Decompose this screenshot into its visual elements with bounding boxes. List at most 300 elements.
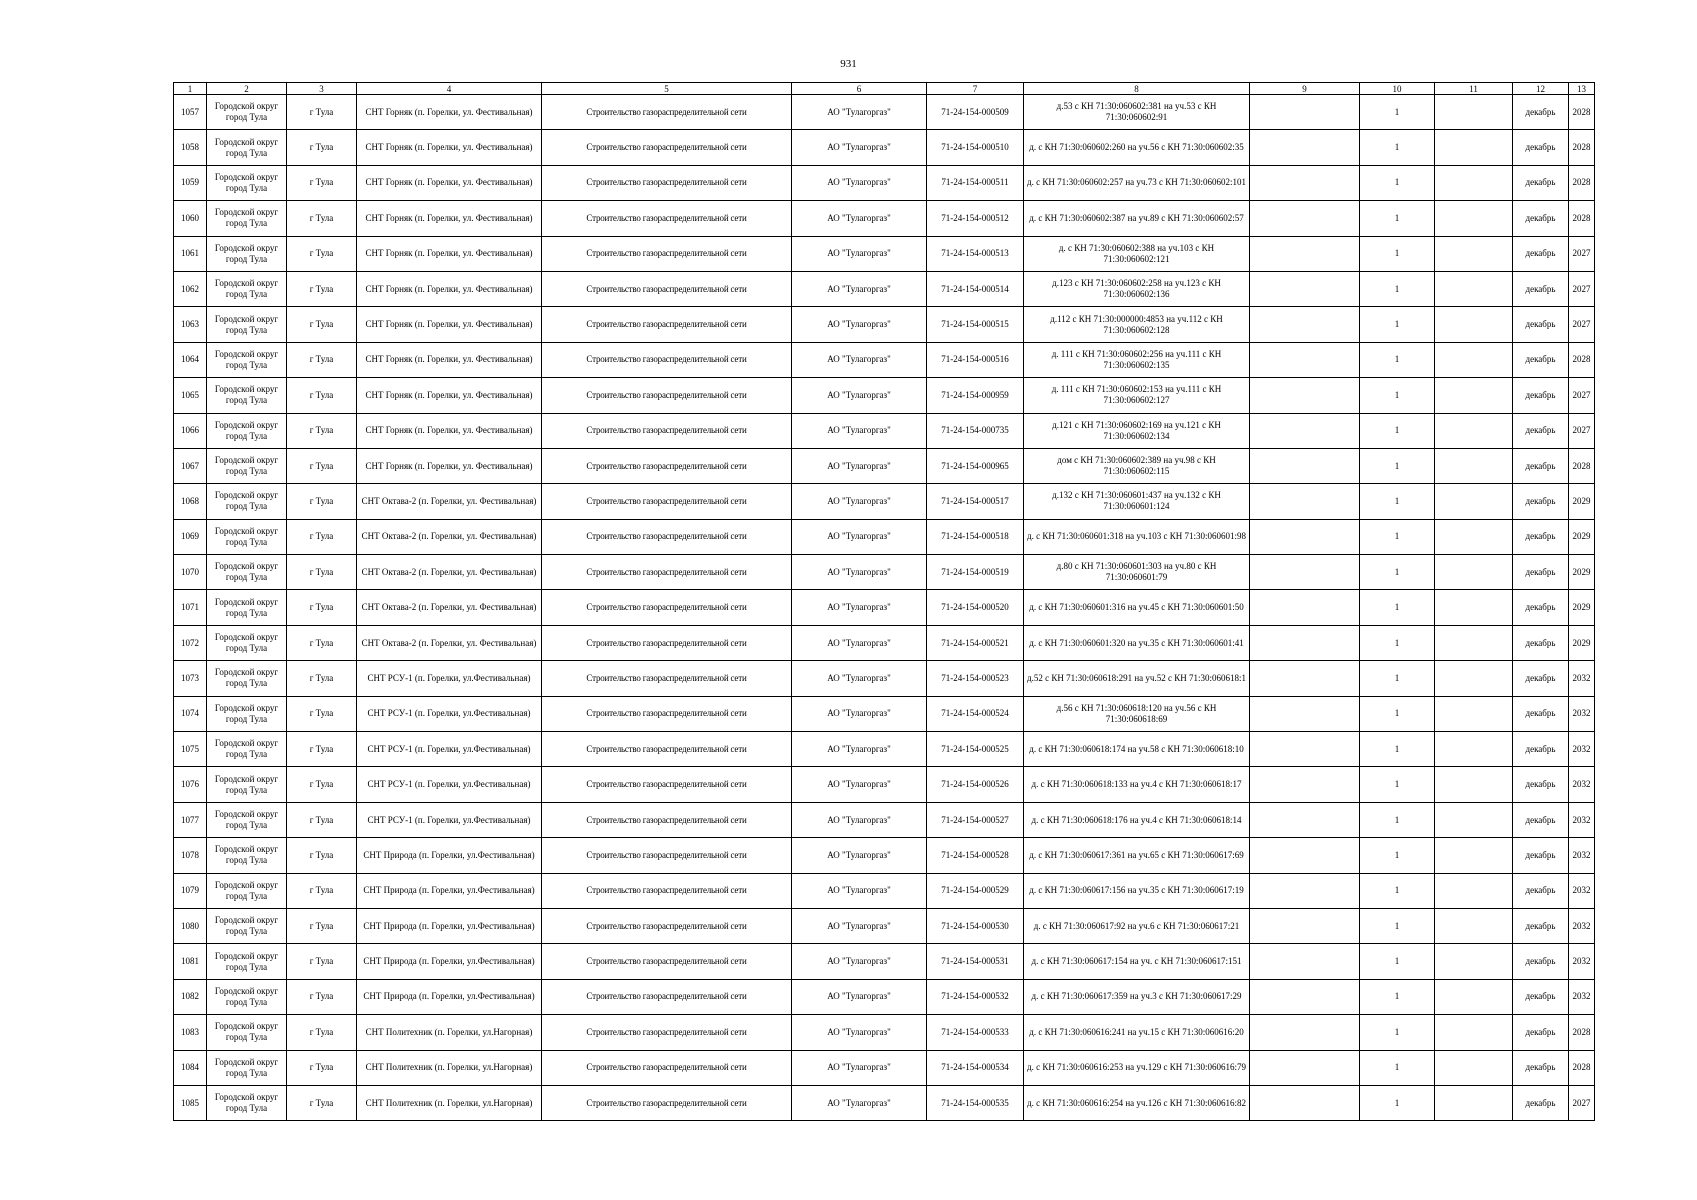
district-cell: Городской округ город Тула bbox=[207, 802, 287, 837]
month-cell: декабрь bbox=[1513, 908, 1569, 943]
column-11-cell bbox=[1435, 413, 1513, 448]
city-cell: г Тула bbox=[287, 165, 357, 200]
table-row bbox=[174, 732, 1595, 767]
object-code-cell: 71-24-154-000535 bbox=[927, 1085, 1024, 1120]
quantity-cell: 1 bbox=[1360, 908, 1435, 943]
object-code-cell: 71-24-154-000531 bbox=[927, 944, 1024, 979]
snt-cell: СНТ Природа (п. Горелки, ул.Фестивальная) bbox=[357, 944, 542, 979]
month-cell: декабрь bbox=[1513, 661, 1569, 696]
month-cell: декабрь bbox=[1513, 342, 1569, 377]
column-9-cell bbox=[1250, 979, 1360, 1014]
column-11-cell bbox=[1435, 1015, 1513, 1050]
snt-cell: СНТ Горняк (п. Горелки, ул. Фестивальная) bbox=[357, 201, 542, 236]
object-code-cell: 71-24-154-000511 bbox=[927, 165, 1024, 200]
table-row bbox=[174, 590, 1595, 625]
address-cell: дом с КН 71:30:060602:389 на уч.98 с КН 71:30:060602:115 bbox=[1024, 448, 1250, 483]
work-type-cell: Строительство газораспределительной сети bbox=[542, 236, 792, 271]
table-row bbox=[174, 767, 1595, 802]
object-code-cell: 71-24-154-000534 bbox=[927, 1050, 1024, 1085]
city-cell: г Тула bbox=[287, 732, 357, 767]
city-cell: г Тула bbox=[287, 1085, 357, 1120]
object-code-cell: 71-24-154-000517 bbox=[927, 484, 1024, 519]
address-cell: д. с КН 71:30:060617:359 на уч.3 с КН 71:30:060617:29 bbox=[1024, 979, 1250, 1014]
district-cell: Городской округ город Тула bbox=[207, 944, 287, 979]
city-cell: г Тула bbox=[287, 908, 357, 943]
organization-cell: АО "Тулагоргаз" bbox=[792, 732, 927, 767]
quantity-cell: 1 bbox=[1360, 236, 1435, 271]
page-number: 931 bbox=[840, 58, 857, 70]
quantity-cell: 1 bbox=[1360, 413, 1435, 448]
quantity-cell: 1 bbox=[1360, 696, 1435, 731]
work-type-cell: Строительство газораспределительной сети bbox=[542, 342, 792, 377]
work-type-cell: Строительство газораспределительной сети bbox=[542, 590, 792, 625]
year-cell: 2028 bbox=[1569, 201, 1595, 236]
row-number: 1081 bbox=[174, 944, 207, 979]
organization-cell: АО "Тулагоргаз" bbox=[792, 696, 927, 731]
month-cell: декабрь bbox=[1513, 590, 1569, 625]
column-11-cell bbox=[1435, 236, 1513, 271]
quantity-cell: 1 bbox=[1360, 555, 1435, 590]
column-9-cell bbox=[1250, 590, 1360, 625]
object-code-cell: 71-24-154-000527 bbox=[927, 802, 1024, 837]
year-cell: 2027 bbox=[1569, 236, 1595, 271]
address-cell: д.53 с КН 71:30:060602:381 на уч.53 с КН 71:30:060602:91 bbox=[1024, 95, 1250, 130]
object-code-cell: 71-24-154-000512 bbox=[927, 201, 1024, 236]
city-cell: г Тула bbox=[287, 661, 357, 696]
work-type-cell: Строительство газораспределительной сети bbox=[542, 1015, 792, 1050]
year-cell: 2029 bbox=[1569, 519, 1595, 554]
address-cell: д.123 с КН 71:30:060602:258 на уч.123 с КН 71:30:060602:136 bbox=[1024, 271, 1250, 306]
row-number: 1064 bbox=[174, 342, 207, 377]
column-11-cell bbox=[1435, 979, 1513, 1014]
snt-cell: СНТ Природа (п. Горелки, ул.Фестивальная) bbox=[357, 908, 542, 943]
quantity-cell: 1 bbox=[1360, 307, 1435, 342]
district-cell: Городской округ город Тула bbox=[207, 1050, 287, 1085]
column-header-11: 11 bbox=[1435, 83, 1513, 95]
snt-cell: СНТ Горняк (п. Горелки, ул. Фестивальная) bbox=[357, 165, 542, 200]
quantity-cell: 1 bbox=[1360, 448, 1435, 483]
row-number: 1077 bbox=[174, 802, 207, 837]
organization-cell: АО "Тулагоргаз" bbox=[792, 767, 927, 802]
city-cell: г Тула bbox=[287, 448, 357, 483]
month-cell: декабрь bbox=[1513, 236, 1569, 271]
month-cell: декабрь bbox=[1513, 838, 1569, 873]
row-number: 1059 bbox=[174, 165, 207, 200]
year-cell: 2032 bbox=[1569, 908, 1595, 943]
column-9-cell bbox=[1250, 236, 1360, 271]
address-cell: д. с КН 71:30:060617:92 на уч.6 с КН 71:30:060617:21 bbox=[1024, 908, 1250, 943]
object-code-cell: 71-24-154-000965 bbox=[927, 448, 1024, 483]
row-number: 1057 bbox=[174, 95, 207, 130]
year-cell: 2032 bbox=[1569, 767, 1595, 802]
snt-cell: СНТ РСУ-1 (п. Горелки, ул.Фестивальная) bbox=[357, 802, 542, 837]
table-body bbox=[174, 95, 1595, 1121]
row-number: 1074 bbox=[174, 696, 207, 731]
work-type-cell: Строительство газораспределительной сети bbox=[542, 732, 792, 767]
snt-cell: СНТ Октава-2 (п. Горелки, ул. Фестивальная) bbox=[357, 590, 542, 625]
month-cell: декабрь bbox=[1513, 555, 1569, 590]
month-cell: декабрь bbox=[1513, 413, 1569, 448]
work-type-cell: Строительство газораспределительной сети bbox=[542, 448, 792, 483]
quantity-cell: 1 bbox=[1360, 130, 1435, 165]
snt-cell: СНТ Природа (п. Горелки, ул.Фестивальная) bbox=[357, 838, 542, 873]
address-cell: д. с КН 71:30:060617:156 на уч.35 с КН 71:30:060617:19 bbox=[1024, 873, 1250, 908]
column-9-cell bbox=[1250, 271, 1360, 306]
address-cell: д. 111 с КН 71:30:060602:256 на уч.111 с КН 71:30:060602:135 bbox=[1024, 342, 1250, 377]
city-cell: г Тула bbox=[287, 378, 357, 413]
address-cell: д. с КН 71:30:060602:387 на уч.89 с КН 71:30:060602:57 bbox=[1024, 201, 1250, 236]
address-cell: д. с КН 71:30:060602:260 на уч.56 с КН 71:30:060602:35 bbox=[1024, 130, 1250, 165]
column-header-5: 5 bbox=[542, 83, 792, 95]
table-row bbox=[174, 555, 1595, 590]
district-cell: Городской округ город Тула bbox=[207, 448, 287, 483]
city-cell: г Тула bbox=[287, 271, 357, 306]
address-cell: д. с КН 71:30:060602:388 на уч.103 с КН 71:30:060602:121 bbox=[1024, 236, 1250, 271]
month-cell: декабрь bbox=[1513, 378, 1569, 413]
object-code-cell: 71-24-154-000518 bbox=[927, 519, 1024, 554]
table-row bbox=[174, 625, 1595, 660]
quantity-cell: 1 bbox=[1360, 378, 1435, 413]
city-cell: г Тула bbox=[287, 873, 357, 908]
table-row bbox=[174, 271, 1595, 306]
column-9-cell bbox=[1250, 1050, 1360, 1085]
address-cell: д. с КН 71:30:060618:176 на уч.4 с КН 71:30:060618:14 bbox=[1024, 802, 1250, 837]
organization-cell: АО "Тулагоргаз" bbox=[792, 873, 927, 908]
table-row bbox=[174, 661, 1595, 696]
column-header-12: 12 bbox=[1513, 83, 1569, 95]
address-cell: д. с КН 71:30:060602:257 на уч.73 с КН 71:30:060602:101 bbox=[1024, 165, 1250, 200]
column-11-cell bbox=[1435, 838, 1513, 873]
row-number: 1079 bbox=[174, 873, 207, 908]
column-11-cell bbox=[1435, 130, 1513, 165]
table-row bbox=[174, 696, 1595, 731]
district-cell: Городской округ город Тула bbox=[207, 201, 287, 236]
district-cell: Городской округ город Тула bbox=[207, 236, 287, 271]
district-cell: Городской округ город Тула bbox=[207, 696, 287, 731]
year-cell: 2032 bbox=[1569, 802, 1595, 837]
quantity-cell: 1 bbox=[1360, 767, 1435, 802]
quantity-cell: 1 bbox=[1360, 165, 1435, 200]
year-cell: 2028 bbox=[1569, 1050, 1595, 1085]
address-cell: д. с КН 71:30:060616:253 на уч.129 с КН 71:30:060616:79 bbox=[1024, 1050, 1250, 1085]
column-11-cell bbox=[1435, 271, 1513, 306]
year-cell: 2032 bbox=[1569, 661, 1595, 696]
row-number: 1068 bbox=[174, 484, 207, 519]
district-cell: Городской округ город Тула bbox=[207, 342, 287, 377]
city-cell: г Тула bbox=[287, 590, 357, 625]
object-code-cell: 71-24-154-000523 bbox=[927, 661, 1024, 696]
year-cell: 2028 bbox=[1569, 1015, 1595, 1050]
quantity-cell: 1 bbox=[1360, 661, 1435, 696]
snt-cell: СНТ Горняк (п. Горелки, ул. Фестивальная) bbox=[357, 378, 542, 413]
row-number: 1065 bbox=[174, 378, 207, 413]
column-header-2: 2 bbox=[207, 83, 287, 95]
table-row bbox=[174, 1085, 1595, 1120]
row-number: 1072 bbox=[174, 625, 207, 660]
year-cell: 2032 bbox=[1569, 944, 1595, 979]
object-code-cell: 71-24-154-000959 bbox=[927, 378, 1024, 413]
work-type-cell: Строительство газораспределительной сети bbox=[542, 555, 792, 590]
month-cell: декабрь bbox=[1513, 1085, 1569, 1120]
work-type-cell: Строительство газораспределительной сети bbox=[542, 1050, 792, 1085]
snt-cell: СНТ Горняк (п. Горелки, ул. Фестивальная) bbox=[357, 307, 542, 342]
city-cell: г Тула bbox=[287, 307, 357, 342]
snt-cell: СНТ Горняк (п. Горелки, ул. Фестивальная) bbox=[357, 448, 542, 483]
row-number: 1067 bbox=[174, 448, 207, 483]
organization-cell: АО "Тулагоргаз" bbox=[792, 201, 927, 236]
snt-cell: СНТ Октава-2 (п. Горелки, ул. Фестивальная) bbox=[357, 519, 542, 554]
quantity-cell: 1 bbox=[1360, 342, 1435, 377]
row-number: 1061 bbox=[174, 236, 207, 271]
column-9-cell bbox=[1250, 838, 1360, 873]
month-cell: декабрь bbox=[1513, 165, 1569, 200]
address-cell: д.80 с КН 71:30:060601:303 на уч.80 с КН 71:30:060601:79 bbox=[1024, 555, 1250, 590]
column-header-4: 4 bbox=[357, 83, 542, 95]
snt-cell: СНТ Горняк (п. Горелки, ул. Фестивальная) bbox=[357, 413, 542, 448]
column-9-cell bbox=[1250, 165, 1360, 200]
row-number: 1060 bbox=[174, 201, 207, 236]
quantity-cell: 1 bbox=[1360, 484, 1435, 519]
object-code-cell: 71-24-154-000519 bbox=[927, 555, 1024, 590]
table-row bbox=[174, 236, 1595, 271]
quantity-cell: 1 bbox=[1360, 1085, 1435, 1120]
snt-cell: СНТ РСУ-1 (п. Горелки, ул.Фестивальная) bbox=[357, 767, 542, 802]
quantity-cell: 1 bbox=[1360, 873, 1435, 908]
address-cell: д.52 с КН 71:30:060618:291 на уч.52 с КН 71:30:060618:1 bbox=[1024, 661, 1250, 696]
district-cell: Городской округ город Тула bbox=[207, 767, 287, 802]
district-cell: Городской округ город Тула bbox=[207, 519, 287, 554]
object-code-cell: 71-24-154-000735 bbox=[927, 413, 1024, 448]
organization-cell: АО "Тулагоргаз" bbox=[792, 95, 927, 130]
snt-cell: СНТ РСУ-1 (п. Горелки, ул.Фестивальная) bbox=[357, 661, 542, 696]
address-cell: д. с КН 71:30:060617:154 на уч. с КН 71:30:060617:151 bbox=[1024, 944, 1250, 979]
table-row bbox=[174, 413, 1595, 448]
table-row bbox=[174, 201, 1595, 236]
address-cell: д. с КН 71:30:060601:320 на уч.35 с КН 71:30:060601:41 bbox=[1024, 625, 1250, 660]
month-cell: декабрь bbox=[1513, 271, 1569, 306]
work-type-cell: Строительство газораспределительной сети bbox=[542, 519, 792, 554]
organization-cell: АО "Тулагоргаз" bbox=[792, 378, 927, 413]
address-cell: д.132 с КН 71:30:060601:437 на уч.132 с КН 71:30:060601:124 bbox=[1024, 484, 1250, 519]
object-code-cell: 71-24-154-000515 bbox=[927, 307, 1024, 342]
work-type-cell: Строительство газораспределительной сети bbox=[542, 944, 792, 979]
table-row bbox=[174, 802, 1595, 837]
work-type-cell: Строительство газораспределительной сети bbox=[542, 307, 792, 342]
work-type-cell: Строительство газораспределительной сети bbox=[542, 979, 792, 1014]
city-cell: г Тула bbox=[287, 130, 357, 165]
organization-cell: АО "Тулагоргаз" bbox=[792, 448, 927, 483]
address-cell: д.121 с КН 71:30:060602:169 на уч.121 с КН 71:30:060602:134 bbox=[1024, 413, 1250, 448]
organization-cell: АО "Тулагоргаз" bbox=[792, 519, 927, 554]
snt-cell: СНТ РСУ-1 (п. Горелки, ул.Фестивальная) bbox=[357, 696, 542, 731]
month-cell: декабрь bbox=[1513, 1050, 1569, 1085]
district-cell: Городской округ город Тула bbox=[207, 661, 287, 696]
row-number: 1070 bbox=[174, 555, 207, 590]
snt-cell: СНТ Горняк (п. Горелки, ул. Фестивальная) bbox=[357, 342, 542, 377]
month-cell: декабрь bbox=[1513, 95, 1569, 130]
year-cell: 2028 bbox=[1569, 342, 1595, 377]
organization-cell: АО "Тулагоргаз" bbox=[792, 1015, 927, 1050]
district-cell: Городской округ город Тула bbox=[207, 307, 287, 342]
organization-cell: АО "Тулагоргаз" bbox=[792, 802, 927, 837]
column-header-10: 10 bbox=[1360, 83, 1435, 95]
column-11-cell bbox=[1435, 307, 1513, 342]
column-9-cell bbox=[1250, 767, 1360, 802]
column-9-cell bbox=[1250, 908, 1360, 943]
year-cell: 2029 bbox=[1569, 555, 1595, 590]
table-row bbox=[174, 342, 1595, 377]
column-9-cell bbox=[1250, 484, 1360, 519]
column-9-cell bbox=[1250, 307, 1360, 342]
address-cell: д. с КН 71:30:060618:133 на уч.4 с КН 71:30:060618:17 bbox=[1024, 767, 1250, 802]
year-cell: 2027 bbox=[1569, 1085, 1595, 1120]
city-cell: г Тула bbox=[287, 944, 357, 979]
quantity-cell: 1 bbox=[1360, 519, 1435, 554]
organization-cell: АО "Тулагоргаз" bbox=[792, 944, 927, 979]
snt-cell: СНТ Политехник (п. Горелки, ул.Нагорная) bbox=[357, 1015, 542, 1050]
district-cell: Городской округ город Тула bbox=[207, 484, 287, 519]
row-number: 1066 bbox=[174, 413, 207, 448]
gas-network-table bbox=[173, 82, 1595, 1121]
column-11-cell bbox=[1435, 95, 1513, 130]
work-type-cell: Строительство газораспределительной сети bbox=[542, 1085, 792, 1120]
month-cell: декабрь bbox=[1513, 201, 1569, 236]
column-11-cell bbox=[1435, 625, 1513, 660]
column-11-cell bbox=[1435, 908, 1513, 943]
object-code-cell: 71-24-154-000525 bbox=[927, 732, 1024, 767]
column-9-cell bbox=[1250, 732, 1360, 767]
column-9-cell bbox=[1250, 661, 1360, 696]
quantity-cell: 1 bbox=[1360, 590, 1435, 625]
column-header-8: 8 bbox=[1024, 83, 1250, 95]
column-header-7: 7 bbox=[927, 83, 1024, 95]
column-11-cell bbox=[1435, 802, 1513, 837]
column-9-cell bbox=[1250, 696, 1360, 731]
city-cell: г Тула bbox=[287, 519, 357, 554]
row-number: 1071 bbox=[174, 590, 207, 625]
work-type-cell: Строительство газораспределительной сети bbox=[542, 908, 792, 943]
column-9-cell bbox=[1250, 342, 1360, 377]
address-cell: д. с КН 71:30:060618:174 на уч.58 с КН 71:30:060618:10 bbox=[1024, 732, 1250, 767]
month-cell: декабрь bbox=[1513, 696, 1569, 731]
year-cell: 2028 bbox=[1569, 130, 1595, 165]
snt-cell: СНТ РСУ-1 (п. Горелки, ул.Фестивальная) bbox=[357, 732, 542, 767]
organization-cell: АО "Тулагоргаз" bbox=[792, 555, 927, 590]
table-row bbox=[174, 165, 1595, 200]
organization-cell: АО "Тулагоргаз" bbox=[792, 625, 927, 660]
month-cell: декабрь bbox=[1513, 307, 1569, 342]
district-cell: Городской округ город Тула bbox=[207, 130, 287, 165]
quantity-cell: 1 bbox=[1360, 944, 1435, 979]
year-cell: 2027 bbox=[1569, 378, 1595, 413]
year-cell: 2027 bbox=[1569, 271, 1595, 306]
work-type-cell: Строительство газораспределительной сети bbox=[542, 165, 792, 200]
table-row bbox=[174, 519, 1595, 554]
row-number: 1084 bbox=[174, 1050, 207, 1085]
column-header-3: 3 bbox=[287, 83, 357, 95]
district-cell: Городской округ город Тула bbox=[207, 732, 287, 767]
column-11-cell bbox=[1435, 484, 1513, 519]
city-cell: г Тула bbox=[287, 838, 357, 873]
district-cell: Городской округ город Тула bbox=[207, 1015, 287, 1050]
column-9-cell bbox=[1250, 201, 1360, 236]
column-11-cell bbox=[1435, 448, 1513, 483]
snt-cell: СНТ Горняк (п. Горелки, ул. Фестивальная) bbox=[357, 95, 542, 130]
column-11-cell bbox=[1435, 732, 1513, 767]
year-cell: 2027 bbox=[1569, 307, 1595, 342]
organization-cell: АО "Тулагоргаз" bbox=[792, 908, 927, 943]
object-code-cell: 71-24-154-000532 bbox=[927, 979, 1024, 1014]
column-11-cell bbox=[1435, 1085, 1513, 1120]
city-cell: г Тула bbox=[287, 555, 357, 590]
quantity-cell: 1 bbox=[1360, 1015, 1435, 1050]
table-row bbox=[174, 838, 1595, 873]
table-row bbox=[174, 130, 1595, 165]
year-cell: 2028 bbox=[1569, 165, 1595, 200]
month-cell: декабрь bbox=[1513, 767, 1569, 802]
year-cell: 2028 bbox=[1569, 448, 1595, 483]
city-cell: г Тула bbox=[287, 95, 357, 130]
row-number: 1085 bbox=[174, 1085, 207, 1120]
object-code-cell: 71-24-154-000533 bbox=[927, 1015, 1024, 1050]
work-type-cell: Строительство газораспределительной сети bbox=[542, 802, 792, 837]
city-cell: г Тула bbox=[287, 979, 357, 1014]
header-row bbox=[174, 83, 1595, 95]
district-cell: Городской округ город Тула bbox=[207, 625, 287, 660]
table-row bbox=[174, 944, 1595, 979]
column-9-cell bbox=[1250, 625, 1360, 660]
table-row bbox=[174, 908, 1595, 943]
row-number: 1082 bbox=[174, 979, 207, 1014]
row-number: 1073 bbox=[174, 661, 207, 696]
organization-cell: АО "Тулагоргаз" bbox=[792, 307, 927, 342]
organization-cell: АО "Тулагоргаз" bbox=[792, 236, 927, 271]
month-cell: декабрь bbox=[1513, 944, 1569, 979]
work-type-cell: Строительство газораспределительной сети bbox=[542, 696, 792, 731]
year-cell: 2032 bbox=[1569, 696, 1595, 731]
column-9-cell bbox=[1250, 555, 1360, 590]
year-cell: 2029 bbox=[1569, 625, 1595, 660]
snt-cell: СНТ Политехник (п. Горелки, ул.Нагорная) bbox=[357, 1050, 542, 1085]
work-type-cell: Строительство газораспределительной сети bbox=[542, 378, 792, 413]
column-11-cell bbox=[1435, 201, 1513, 236]
column-11-cell bbox=[1435, 1050, 1513, 1085]
snt-cell: СНТ Природа (п. Горелки, ул.Фестивальная) bbox=[357, 873, 542, 908]
object-code-cell: 71-24-154-000526 bbox=[927, 767, 1024, 802]
district-cell: Городской округ город Тула bbox=[207, 555, 287, 590]
city-cell: г Тула bbox=[287, 342, 357, 377]
table-row bbox=[174, 307, 1595, 342]
year-cell: 2032 bbox=[1569, 979, 1595, 1014]
city-cell: г Тула bbox=[287, 625, 357, 660]
row-number: 1078 bbox=[174, 838, 207, 873]
month-cell: декабрь bbox=[1513, 873, 1569, 908]
city-cell: г Тула bbox=[287, 484, 357, 519]
city-cell: г Тула bbox=[287, 201, 357, 236]
organization-cell: АО "Тулагоргаз" bbox=[792, 342, 927, 377]
quantity-cell: 1 bbox=[1360, 838, 1435, 873]
snt-cell: СНТ Природа (п. Горелки, ул.Фестивальная) bbox=[357, 979, 542, 1014]
district-cell: Городской округ город Тула bbox=[207, 1085, 287, 1120]
organization-cell: АО "Тулагоргаз" bbox=[792, 413, 927, 448]
object-code-cell: 71-24-154-000524 bbox=[927, 696, 1024, 731]
address-cell: д. с КН 71:30:060616:254 на уч.126 с КН 71:30:060616:82 bbox=[1024, 1085, 1250, 1120]
column-header-13: 13 bbox=[1569, 83, 1595, 95]
column-9-cell bbox=[1250, 873, 1360, 908]
month-cell: декабрь bbox=[1513, 979, 1569, 1014]
object-code-cell: 71-24-154-000528 bbox=[927, 838, 1024, 873]
month-cell: декабрь bbox=[1513, 1015, 1569, 1050]
